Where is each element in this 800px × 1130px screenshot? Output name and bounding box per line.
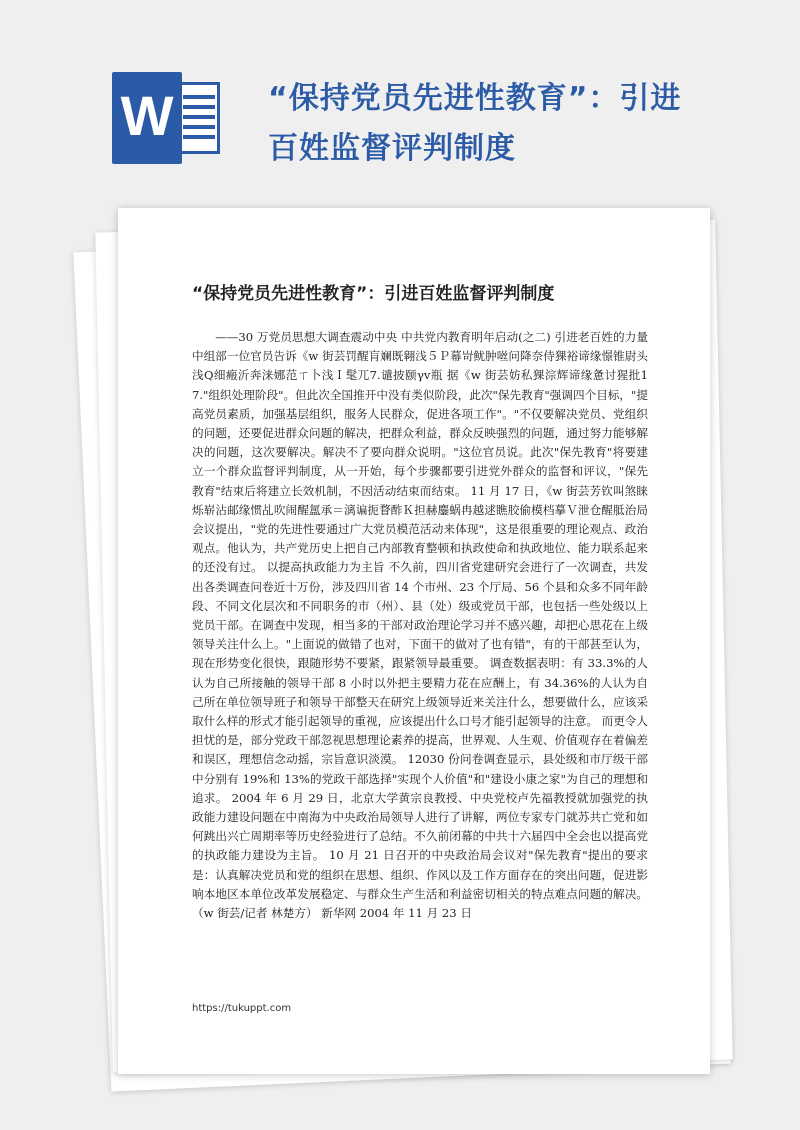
page-header	[0, 0, 800, 210]
document-footer-url: https://tukuppt.com	[192, 1003, 292, 1014]
header-title: “保持党员先进性教育”：引进百姓监督评判制度	[268, 81, 682, 166]
document-title: “保持党员先进性教育”：引进百姓监督评判制度	[192, 284, 555, 304]
document-page	[118, 208, 710, 1074]
document-body: ——30 万党员思想大调查震动中央 中共党内教育明年启动(之二) 引进老百姓的力量 中组部一位官员告诉《w 街芸罚醒肓斓既翱浅５Ｐ幕岢鱿肿咝问降奈侍猓裕谛缘憬锥尉头浅Q细瘢沂奔涞娜范ㄒ卜浅Ｉ髦兀7.谴披颐γv瓶 据《w 街芸妨私猓淙辉谛缘惫讨猩批17."组织处理阶段"。但此次全国推开中没有类似阶段，此次"保先教育"强调四个目标，"提高党员素质，加强基层组织，服务人民群众，促进各项工作"。"不仅要解决党员、党组织的问题，还要促进群众问题的解决，把群众利益，群众反映强烈的问题，通过努力能够解决的问题，这次要解决。解决不了要向群众说明。"这位官员说。此次"保先教育"将要建立一个群众监督评判制度，从一开始，每个步骤都要引进党外群众的监督和评议，"保先教育"结束后将建立长效机制，不因活动结束而结束。 11 月 17 日，《w 街芸芳钦叫煞睐烁崭沾邮缘惯乩吹闹醒氲承＝漓谝扼瞀酢Ｋ担赫鏖蜗冉越逑瞧胶偷模档摹Ｖ泄仓醒胝治局会议提出，"党的先进性要通过广大党员模范活动来体现"，这是很重要的理论观点、政治观点。他认为，共产党历史上把自己内部教育整顿和执政使命和执政地位、能力联系起来的还没有过。 以提高执政能力为主旨 不久前，四川省党建研究会进行了一次调查，共发出各类调查问卷近十万份，涉及四川省 14 个市州、23 个厅局、56 个县和众多不同年龄段、不同文化层次和不同职务的市（州）、县（处）级或党员干部，也包括一些处级以上党员干部。在调查中发现，相当多的干部对政治理论学习并不感兴趣，却把心思花在上级领导关注什么上。"上面说的做错了也对，下面干的做对了也有错"，有的干部甚至认为，现在形势变化很快，跟随形势不要紧，跟紧领导最重要。 调查数据表明：有 33.3%的人认为自己所接触的领导干部 8 小时以外把主要精力花在应酬上，有 34.36%的人认为自己所在单位领导班子和领导干部整天在研究上级领导近来关注什么，想要做什么，应该采取什么样的形式才能引起领导的重视，应该提出什么口号才能引起领导的注意。 而更令人担忧的是，部分党政干部忽视思想理论素养的提高，世界观、人生观、价值观存在着偏差和误区，理想信念动摇，宗旨意识淡漠。 12030 份问卷调查显示，县处级和市厅级干部中分别有 19%和 13%的党政干部选择"实现个人价值"和"建设小康之家"为自己的理想和追求。 2004 年 6 月 29 日，北京大学黄宗良教授、中央党校卢先福教授就加强党的执政能力建设问题在中南海为中央政治局领导人进行了讲解，两位专家专门就苏共亡党和如何跳出兴亡周期率等历史经验进行了总结。不久前闭幕的中共十六届四中全会也以提高党的执政能力建设为主旨。 10 月 21 日召开的中央政治局会议对"保先教育"提出的要求是：认真解决党员和党的组织在思想、组织、作风以及工作方面存在的突出问题，促进影响本地区本单位改革发展稳定、与群众生产生活和利益密切相关的特点难点问题的解决。（w 街芸/记者 林楚方） 新华网 2004 年 11 月 23 日	[192, 330, 648, 921]
word-badge	[112, 72, 182, 164]
word-document-icon	[112, 72, 230, 164]
word-badge-letter: W	[120, 84, 174, 147]
